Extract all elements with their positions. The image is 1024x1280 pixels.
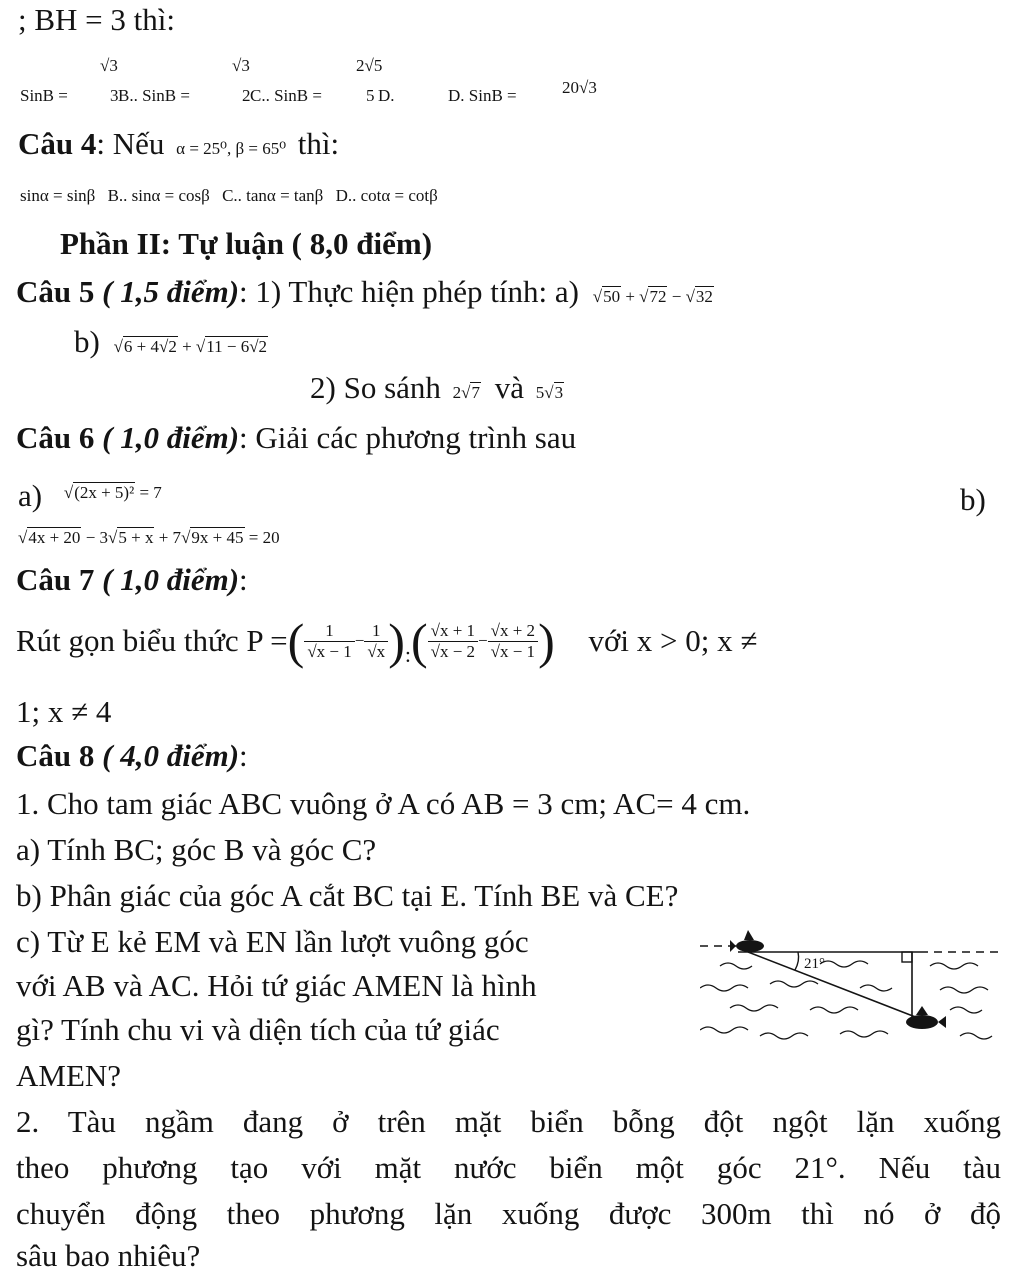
- q3-opt-b-value: √3: [232, 56, 250, 75]
- q6-expr-b: √4x + 20 − 3√5 + x + 7√9x + 45 = 20: [18, 528, 280, 547]
- part2-title: Phần II: Tự luận ( 8,0 điểm): [60, 226, 433, 261]
- q8-l3: b) Phân giác của góc A cắt BC tại E. Tính BE và CE?: [16, 878, 679, 913]
- q5-points: ( 1,5 điểm): [102, 274, 240, 309]
- q5-label: Câu 5: [16, 274, 95, 309]
- q8-label: Câu 8: [16, 738, 95, 773]
- q4-opt-c: C.. tanα = tanβ: [222, 186, 324, 205]
- q8-l2: a) Tính BC; góc B và góc C?: [16, 832, 377, 867]
- q6-line-a: [18, 478, 162, 514]
- q3-opt-d-label: D. SinB =: [448, 86, 517, 105]
- q3-opt-c-den: 5: [366, 86, 375, 105]
- q3-opt-a-label: SinB =: [20, 86, 68, 105]
- q7-line2: Rút gọn biểu thức P =( $\frac{1}{√x - 1}$ − $\frac{1}{√x}$ )$_:$( $\frac{√x + 1}{√x - 2}$ − $\frac{√x + 2}{√x - 1}$ ) với x > 0; x ≠: [16, 613, 758, 669]
- q4-line: [18, 126, 339, 162]
- q5-cmp1: 2√7: [452, 383, 480, 402]
- q6-points: ( 1,0 điểm): [102, 420, 240, 455]
- q4-tail: thì:: [297, 126, 340, 161]
- q6-a-label: a): [18, 478, 43, 513]
- q7-line1: [16, 562, 248, 598]
- q6-b-r1: 4x + 20: [28, 528, 81, 547]
- q7-condition2: 1; x ≠ 4: [16, 694, 112, 729]
- q3-opt-d-value: 20√3: [562, 78, 597, 97]
- q7-f4-num: √x + 2: [488, 621, 538, 642]
- q5-cmp2-rad: 3: [554, 383, 564, 402]
- q6-expr-a: √(2x + 5)² = 7: [63, 483, 162, 502]
- q4-text: : Nếu: [96, 126, 165, 161]
- q6-b-m1: − 3: [85, 528, 109, 547]
- q5-a-r2: 72: [649, 287, 667, 306]
- q5-cmp1-coef: 2: [452, 383, 462, 402]
- q5-text2: 2) So sánh: [310, 370, 441, 405]
- q5-a-r1: 50: [603, 287, 621, 306]
- q6-line1: [16, 420, 576, 456]
- q8-l1: 1. Cho tam giác ABC vuông ở A có AB = 3 cm; AC= 4 cm.: [16, 786, 751, 821]
- q5-expr-b: √6 + 4√2 + √11 − 6√2: [113, 337, 268, 356]
- q7-label: Câu 7: [16, 562, 95, 597]
- q5-b-r1: 6 + 4√2: [123, 337, 177, 356]
- q8-points: ( 4,0 điểm): [102, 738, 240, 773]
- q4-opt-b: B.. sinα = cosβ: [107, 186, 210, 205]
- q8-l9: theo phương tạo với mặt nước biển một góc 21°. Nếu tàu: [16, 1150, 1001, 1185]
- q6-b-r2: 5 + x: [118, 528, 154, 547]
- q5-b-label: b): [74, 324, 100, 359]
- q8-l10: chuyển động theo phương lặn xuống được 300m thì nó ở độ: [16, 1196, 1001, 1231]
- q7-frac1: [304, 621, 354, 662]
- q5-line3: [310, 370, 564, 406]
- submarine-surface-icon: [730, 930, 764, 952]
- waves: [700, 961, 992, 1039]
- q3-opt-c-value: 2√5: [356, 56, 383, 75]
- q3-opt-a-den: 3: [110, 86, 119, 105]
- q7-f2-num: 1: [364, 621, 388, 642]
- q6-b-r3: 9x + 45: [191, 528, 244, 547]
- q5-cmp1-rad: 7: [471, 383, 480, 402]
- q7-colon: :: [239, 562, 248, 597]
- q7-f3-num: √x + 1: [428, 621, 478, 642]
- q6-a-rhs: = 7: [139, 483, 162, 502]
- q4-opt-a: sinα = sinβ: [20, 186, 96, 205]
- q8-l5: với AB và AC. Hỏi tứ giác AMEN là hình: [16, 968, 537, 1003]
- q7-f1-den: √x − 1: [307, 641, 352, 661]
- q8-l11: sâu bao nhiêu?: [16, 1238, 201, 1273]
- q7-points: ( 1,0 điểm): [102, 562, 240, 597]
- q3-opt-c-tail: D.: [378, 86, 395, 105]
- q5-and: và: [494, 370, 524, 405]
- q7-text: Rút gọn biểu thức P =: [16, 623, 288, 658]
- q3-opt-c-label: C.. SinB =: [250, 86, 322, 105]
- q3-opt-b-label: B.. SinB =: [118, 86, 190, 105]
- q5-a-r3: 32: [695, 287, 713, 306]
- q4-opt-d: D.. cotα = cotβ: [335, 186, 438, 205]
- q8-colon: :: [239, 738, 248, 773]
- q5-cmp2-coef: 5: [535, 383, 545, 402]
- q6-b-label: b): [960, 482, 986, 517]
- q5-b-r2: 11 − 6√2: [206, 337, 268, 356]
- q8-l4: c) Từ E kẻ EM và EN lần lượt vuông góc: [16, 924, 529, 959]
- q6-b-rhs: = 20: [248, 528, 280, 547]
- figure-angle-label: 21°: [804, 956, 825, 972]
- q7-frac3: [428, 621, 478, 662]
- q4-options: [0, 186, 438, 206]
- submarine-figure: [700, 918, 1010, 1048]
- q8-line1: [16, 738, 248, 774]
- q5-expr-a: √50 + √72 − √32: [592, 287, 713, 306]
- q3-condition: ; BH = 3 thì:: [18, 2, 175, 37]
- q5-text1: : 1) Thực hiện phép tính: a): [239, 274, 579, 309]
- q3-opt-a-value: √3: [100, 56, 118, 75]
- q7-frac2: [364, 621, 388, 662]
- q6-a-rad: (2x + 5)²: [74, 483, 135, 502]
- q4-condition: α = 25⁰, β = 65⁰: [176, 139, 287, 158]
- q5-cmp2: 5√3: [535, 383, 564, 402]
- q6-label: Câu 6: [16, 420, 95, 455]
- q7-condition: với x > 0; x ≠: [588, 623, 758, 658]
- q8-l6: gì? Tính chu vi và diện tích của tứ giác: [16, 1012, 500, 1047]
- q4-label: Câu 4: [18, 126, 97, 161]
- q5-line2: [74, 324, 268, 360]
- q7-frac4: [488, 621, 538, 662]
- q3-opt-b-den: 2: [242, 86, 251, 105]
- q7-f1-num: 1: [304, 621, 354, 642]
- q7-f3-den: √x − 2: [430, 641, 476, 661]
- q3-options: [0, 56, 640, 116]
- q8-l8: 2. Tàu ngầm đang ở trên mặt biển bỗng đột ngột lặn xuống: [16, 1104, 1001, 1139]
- q6-b-m2: + 7: [158, 528, 182, 547]
- q7-f4-den: √x − 1: [490, 641, 536, 661]
- q5-line1: [16, 274, 714, 310]
- q7-f2-den: √x: [367, 641, 386, 661]
- q6-text: : Giải các phương trình sau: [239, 420, 577, 455]
- q8-l7: AMEN?: [16, 1058, 122, 1093]
